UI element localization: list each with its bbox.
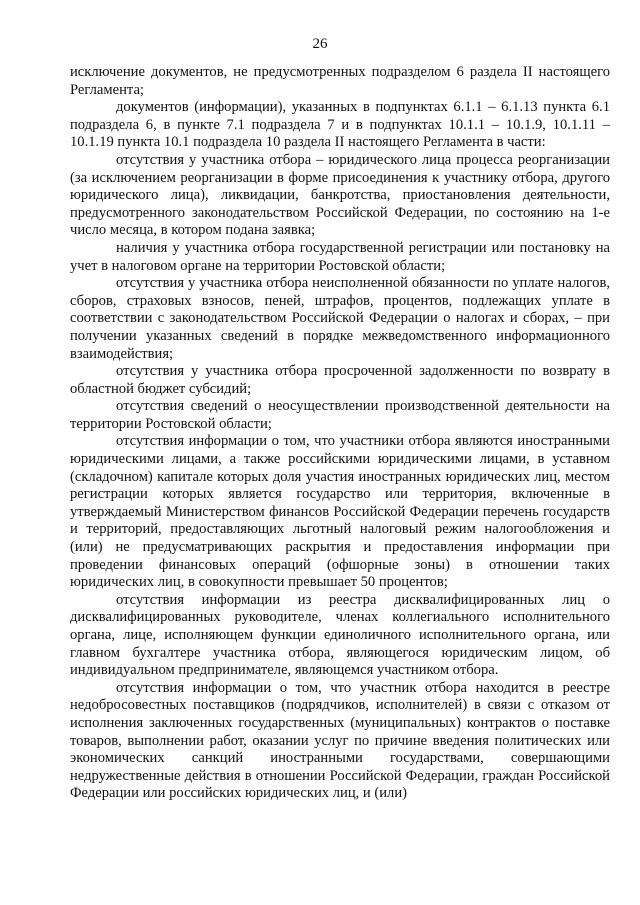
paragraph: отсутствия сведений о неосуществлении производственной деятельности на территории Ростовской области;	[70, 398, 610, 432]
document-body	[70, 64, 610, 803]
paragraph: отсутствия информации о том, что участник отбора находится в реестре недобросовестных поставщиков (подрядчиков, исполнителей) в связи с отказом от исполнения заключенных государственных (муниципальных) контрактов о поставке товаров, выполнении работ, оказании услуг по причине введения политических или экономических санкций иностранными государствами, совершающими недружественные действия в отношении Российской Федерации, граждан Российской Федерации или российских юридических лиц, и (или)	[70, 679, 610, 802]
paragraph: наличия у участника отбора государственной регистрации или постановку на учет в налоговом органе на территории Ростовской области;	[70, 239, 610, 274]
paragraph: отсутствия у участника отбора – юридического лица процесса реорганизации (за исключением реорганизации в форме присоединения к участнику отбора, другого юридического лица), ликвидации, банкротства, приостановления деятельности, предусмотренного законодательством Российской Федерации, по состоянию на 1-е число месяца, в котором подана заявка;	[70, 151, 610, 239]
page-number: 26	[312, 36, 328, 52]
paragraph: исключение документов, не предусмотренных подразделом 6 раздела II настоящего Регламента;	[70, 64, 610, 98]
paragraph: отсутствия информации о том, что участники отбора являются иностранными юридическими лицами, а также российскими юридическими лицами, в уставном (складочном) капитале которых доля участия иностранных юридических лиц, местом регистрации которых является государство или территория, включенные в утверждаемый Министерством финансов Российской Федерации перечень государств и территорий, предоставляющих льготный налоговый режим налогообложения и (или) не предусматривающих раскрытия и предоставления информации при проведении финансовых операций (офшорные зоны) в отношении таких юридических лиц, в совокупности превышает 50 процентов;	[70, 433, 610, 591]
paragraph: документов (информации), указанных в подпунктах 6.1.1 – 6.1.13 пункта 6.1 подраздела 6, в пункте 7.1 подраздела 7 и в подпунктах 10.1.1 – 10.1.9, 10.1.11 – 10.1.19 пункта 10.1 подраздела 10 раздела II настоящего Регламента в части:	[70, 99, 610, 151]
paragraph: отсутствия у участника отбора неисполненной обязанности по уплате налогов, сборов, страховых взносов, пеней, штрафов, процентов, подлежащих уплате в соответствии с законодательством Российской Федерации о налогах и сборах, – при получении указанных сведений в порядке межведомственного информационного взаимодействия;	[70, 275, 610, 362]
paragraph: отсутствия информации из реестра дисквалифицированных лиц о дисквалифицированных руководителе, членах коллегиального исполнительного органа, лице, исполняющем функции единоличного исполнительного органа, или главном бухгалтере участника отбора, являющегося юридическим лицом, об индивидуальном предпринимателе, являющемся участником отбора.	[70, 591, 610, 679]
paragraph: отсутствия у участника отбора просроченной задолженности по возврату в областной бюджет субсидий;	[70, 363, 610, 397]
